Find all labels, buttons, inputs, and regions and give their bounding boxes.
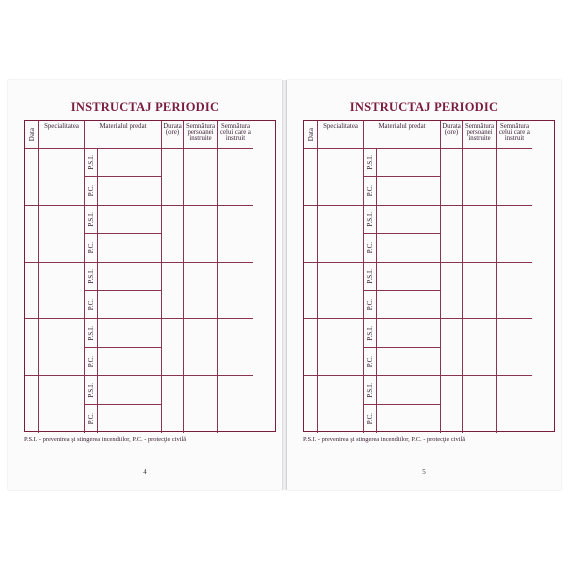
- data-cell[interactable]: [25, 319, 39, 376]
- materialul-cell[interactable]: [98, 319, 162, 347]
- row-type-text: P.C.: [87, 413, 95, 425]
- data-cell[interactable]: [25, 376, 39, 433]
- row-type-text: P.C.: [87, 355, 95, 368]
- header-data-label: Data: [27, 127, 36, 142]
- row-type-label: [85, 348, 98, 376]
- semnatura-persoanei-cell[interactable]: [184, 376, 218, 433]
- page-title: INSTRUCTAJ PERIODIC: [349, 100, 499, 114]
- row-type-label: [85, 405, 98, 433]
- materialul-cell[interactable]: [377, 149, 441, 177]
- row-type-label: [364, 234, 377, 262]
- materialul-cell[interactable]: [377, 263, 441, 291]
- row-type-label: [364, 405, 377, 433]
- header-data: [25, 121, 39, 149]
- row-type-text: P.C.: [87, 242, 95, 254]
- semnatura-celui-cell[interactable]: [218, 376, 253, 433]
- row-type-text: P.C.: [366, 185, 374, 197]
- durata-cell[interactable]: [162, 319, 184, 376]
- row-type-text: P.C.: [87, 299, 95, 311]
- row-type-label: [85, 376, 98, 404]
- semnatura-celui-cell[interactable]: [497, 206, 532, 263]
- header-semnatura-persoanei: Semnătura persoanei instruite: [184, 121, 218, 149]
- row-type-label: [85, 291, 98, 319]
- data-cell[interactable]: [304, 149, 318, 206]
- semnatura-celui-cell[interactable]: [497, 376, 532, 433]
- materialul-cell[interactable]: [98, 291, 162, 319]
- semnatura-persoanei-cell[interactable]: [463, 319, 497, 376]
- header-semnatura-celui: Semnătura celui care a instruit: [497, 121, 532, 149]
- header-materialul-predat: Materialul predat: [364, 121, 441, 149]
- row-type-text: P.C.: [366, 242, 374, 254]
- materialul-cell[interactable]: [98, 405, 162, 433]
- instruction-table: [24, 120, 276, 432]
- materialul-cell[interactable]: [98, 149, 162, 177]
- materialul-cell[interactable]: [98, 234, 162, 262]
- semnatura-celui-cell[interactable]: [218, 149, 253, 206]
- semnatura-celui-cell[interactable]: [218, 319, 253, 376]
- right-page: [287, 80, 561, 490]
- durata-cell[interactable]: [162, 263, 184, 320]
- materialul-cell[interactable]: [377, 291, 441, 319]
- row-type-text: P.C.: [366, 299, 374, 311]
- header-semnatura-celui: Semnătura celui care a instruit: [218, 121, 253, 149]
- durata-cell[interactable]: [162, 206, 184, 263]
- semnatura-persoanei-cell[interactable]: [463, 149, 497, 206]
- specialitatea-cell[interactable]: [39, 263, 85, 320]
- data-cell[interactable]: [25, 206, 39, 263]
- header-materialul-predat: Materialul predat: [85, 121, 162, 149]
- specialitatea-cell[interactable]: [39, 206, 85, 263]
- specialitatea-cell[interactable]: [39, 376, 85, 433]
- header-semnatura-persoanei: Semnătura persoanei instruite: [463, 121, 497, 149]
- semnatura-persoanei-cell[interactable]: [463, 263, 497, 320]
- row-type-text: P.C.: [366, 413, 374, 425]
- materialul-cell[interactable]: [377, 405, 441, 433]
- semnatura-persoanei-cell[interactable]: [463, 206, 497, 263]
- materialul-cell[interactable]: [98, 263, 162, 291]
- materialul-cell[interactable]: [377, 234, 441, 262]
- row-type-label: [85, 263, 98, 291]
- materialul-cell[interactable]: [98, 206, 162, 234]
- semnatura-celui-cell[interactable]: [497, 263, 532, 320]
- materialul-cell[interactable]: [377, 348, 441, 376]
- materialul-cell[interactable]: [98, 348, 162, 376]
- materialul-cell[interactable]: [98, 177, 162, 205]
- header-durata: Durata (ore): [162, 121, 184, 149]
- page-number: 5: [422, 468, 426, 476]
- data-cell[interactable]: [25, 263, 39, 320]
- row-type-text: P.S.I.: [366, 325, 374, 341]
- row-type-label: [85, 206, 98, 234]
- semnatura-persoanei-cell[interactable]: [463, 376, 497, 433]
- row-type-text: P.S.I.: [87, 212, 95, 227]
- semnatura-persoanei-cell[interactable]: [184, 319, 218, 376]
- semnatura-persoanei-cell[interactable]: [184, 263, 218, 320]
- durata-cell[interactable]: [441, 149, 463, 206]
- semnatura-celui-cell[interactable]: [497, 149, 532, 206]
- semnatura-persoanei-cell[interactable]: [184, 206, 218, 263]
- materialul-cell[interactable]: [98, 376, 162, 404]
- header-specialitatea: Specialitatea: [39, 121, 85, 149]
- row-type-text: P.S.I.: [366, 382, 374, 398]
- specialitatea-cell[interactable]: [318, 206, 364, 263]
- row-type-text: P.S.I.: [87, 268, 95, 284]
- header-data: [304, 121, 318, 149]
- row-type-label: [85, 234, 98, 262]
- row-type-text: P.S.I.: [366, 212, 374, 227]
- durata-cell[interactable]: [162, 149, 184, 206]
- durata-cell[interactable]: [441, 319, 463, 376]
- header-durata: Durata (ore): [441, 121, 463, 149]
- row-type-text: P.S.I.: [87, 382, 95, 398]
- row-type-label: [364, 263, 377, 291]
- row-type-text: P.S.I.: [87, 155, 95, 170]
- specialitatea-cell[interactable]: [39, 149, 85, 206]
- data-cell[interactable]: [25, 149, 39, 206]
- row-type-label: [364, 206, 377, 234]
- row-type-text: P.C.: [366, 355, 374, 368]
- row-type-text: P.S.I.: [366, 155, 374, 170]
- specialitatea-cell[interactable]: [318, 149, 364, 206]
- row-type-label: [364, 177, 377, 205]
- page-title: INSTRUCTAJ PERIODIC: [70, 100, 220, 114]
- durata-cell[interactable]: [441, 206, 463, 263]
- semnatura-celui-cell[interactable]: [218, 263, 253, 320]
- durata-cell[interactable]: [441, 263, 463, 320]
- left-page: [8, 80, 282, 490]
- row-type-label: [364, 291, 377, 319]
- row-type-label: [364, 348, 377, 376]
- row-type-label: [364, 376, 377, 404]
- materialul-cell[interactable]: [377, 376, 441, 404]
- row-type-label: [85, 149, 98, 177]
- specialitatea-cell[interactable]: [318, 263, 364, 320]
- page-number: 4: [143, 468, 147, 476]
- data-cell[interactable]: [304, 263, 318, 320]
- row-type-label: [85, 319, 98, 347]
- materialul-cell[interactable]: [377, 319, 441, 347]
- row-type-label: [364, 149, 377, 177]
- semnatura-celui-cell[interactable]: [497, 319, 532, 376]
- durata-cell[interactable]: [441, 376, 463, 433]
- data-cell[interactable]: [304, 376, 318, 433]
- row-type-text: P.S.I.: [366, 268, 374, 284]
- materialul-cell[interactable]: [377, 206, 441, 234]
- specialitatea-cell[interactable]: [39, 319, 85, 376]
- header-specialitatea: Specialitatea: [318, 121, 364, 149]
- footnote: P.S.I. - prevenirea şi stingerea incendiilor, P.C. - protecţie civilă: [24, 436, 187, 443]
- row-type-label: [85, 177, 98, 205]
- instruction-table: [303, 120, 555, 432]
- semnatura-persoanei-cell[interactable]: [184, 149, 218, 206]
- semnatura-celui-cell[interactable]: [218, 206, 253, 263]
- materialul-cell[interactable]: [377, 177, 441, 205]
- row-type-text: P.S.I.: [87, 325, 95, 341]
- footnote: P.S.I. - prevenirea şi stingerea incendiilor, P.C. - protecţie civilă: [303, 436, 466, 443]
- specialitatea-cell[interactable]: [318, 319, 364, 376]
- data-cell[interactable]: [304, 206, 318, 263]
- row-type-label: [364, 319, 377, 347]
- specialitatea-cell[interactable]: [318, 376, 364, 433]
- data-cell[interactable]: [304, 319, 318, 376]
- header-data-label: Data: [306, 127, 315, 142]
- durata-cell[interactable]: [162, 376, 184, 433]
- row-type-text: P.C.: [87, 185, 95, 197]
